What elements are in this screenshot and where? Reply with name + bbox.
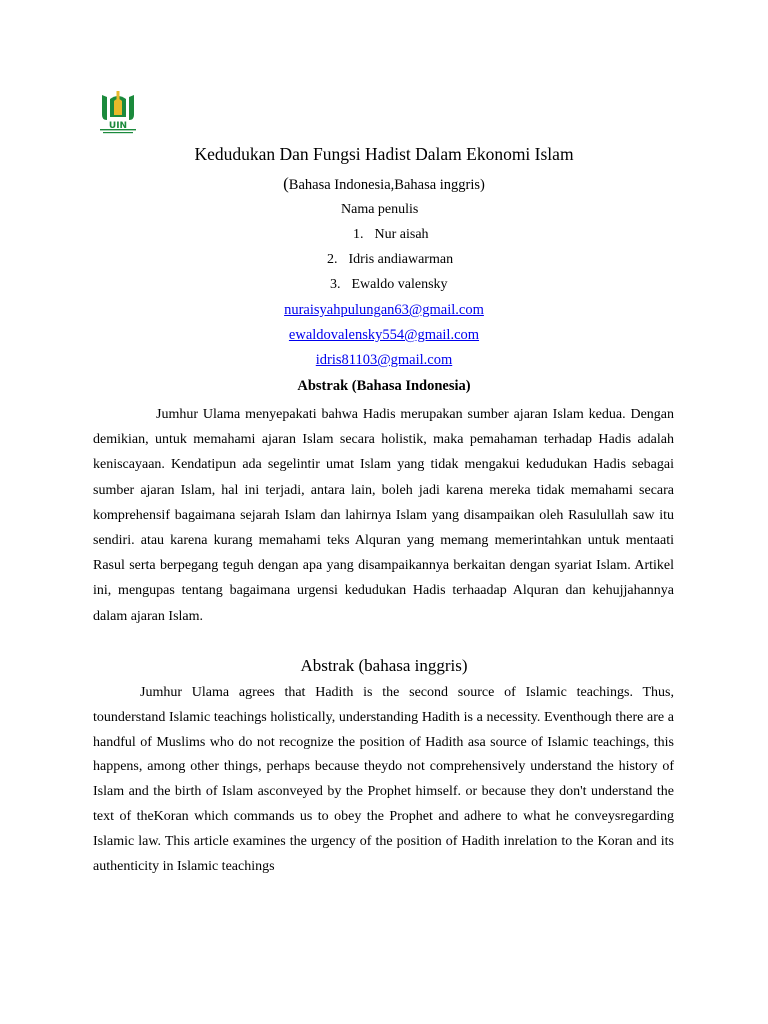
abstract-id-body: Jumhur Ulama menyepakati bahwa Hadis merupakan sumber ajaran Islam kedua. Dengan demikian, untuk memahami ajaran Islam secara holistik, maka pemahaman terhadap Hadis adalah keniscayaan. Kendatipun ada segelintir umat Islam yang tidak mengakui kedudukan Hadis sebagai sumber ajaran Islam, hal ini terjadi, antara lain, boleh jadi karena mereka tidak memahami secara komprehensif bagaimana sejarah Islam dan lahirnya Islam yang disampaikan oleh Rasulullah saw itu sendiri. atau karena kurang memahami teks Alquran yang memang memerintahkan untuk mentaati Rasul serta berpegang teguh dengan apa yang disampaikannya berkaitan dengan syariat Islam. Artikel ini, mengupas tentang bagaimana urgensi kedudukan Hadis terhaadap Alquran dan kehujjahannya dalam ajaran Islam.	[93, 407, 674, 624]
email-row-1	[0, 302, 768, 319]
document-title: Kedudukan Dan Fungsi Hadist Dalam Ekonomi Islam	[194, 144, 574, 164]
author-name: Nur aisah	[374, 227, 429, 242]
authors-label: Nama penulis	[341, 202, 419, 217]
author-number: 1.	[353, 227, 364, 242]
email-row-3	[0, 352, 768, 369]
subtitle-open-paren: (	[283, 174, 289, 193]
abstract-en-heading: Abstrak (bahasa inggris)	[300, 656, 468, 675]
document-subtitle	[0, 174, 768, 194]
author-item-2	[327, 252, 453, 268]
abstract-en-body: Jumhur Ulama agrees that Hadith is the second source of Islamic teachings. Thus, tounderstand Islamic teachings holistically, understanding Hadith is a necessity. Eventhough there are a handful of Muslims who do not recognize the position of Hadith asa source of Islamic teachings, this happens, among other things, perhaps because theydo not comprehensively understand the history of Islam and the birth of Islam asconveyed by the Prophet himself. or because they don't understand the text of theKoran which commands us to obey the Prophet and adhere to what he conveysregarding Islamic law. This article examines the urgency of the position of Hadith inrelation to the Koran and its authenticity in Islamic teachings	[93, 685, 674, 874]
author-item-1	[353, 227, 429, 243]
uin-logo-icon	[93, 87, 143, 137]
author-number: 3.	[330, 277, 341, 292]
abstract-id-heading: Abstrak (Bahasa Indonesia)	[297, 378, 471, 394]
email-row-2	[0, 327, 768, 344]
author-name: Idris andiawarman	[348, 252, 454, 267]
author-item-3	[330, 277, 448, 293]
email-link[interactable]: nuraisyahpulungan63@gmail.com	[284, 302, 484, 318]
subtitle-text: Bahasa Indonesia,Bahasa inggris)	[288, 177, 485, 193]
email-link[interactable]: idris81103@gmail.com	[315, 352, 453, 368]
author-number: 2.	[327, 252, 338, 267]
uin-logo	[93, 87, 143, 137]
email-link[interactable]: ewaldovalensky554@gmail.com	[288, 327, 480, 343]
logo-text: UIN	[108, 121, 128, 131]
author-name: Ewaldo valensky	[351, 277, 448, 292]
